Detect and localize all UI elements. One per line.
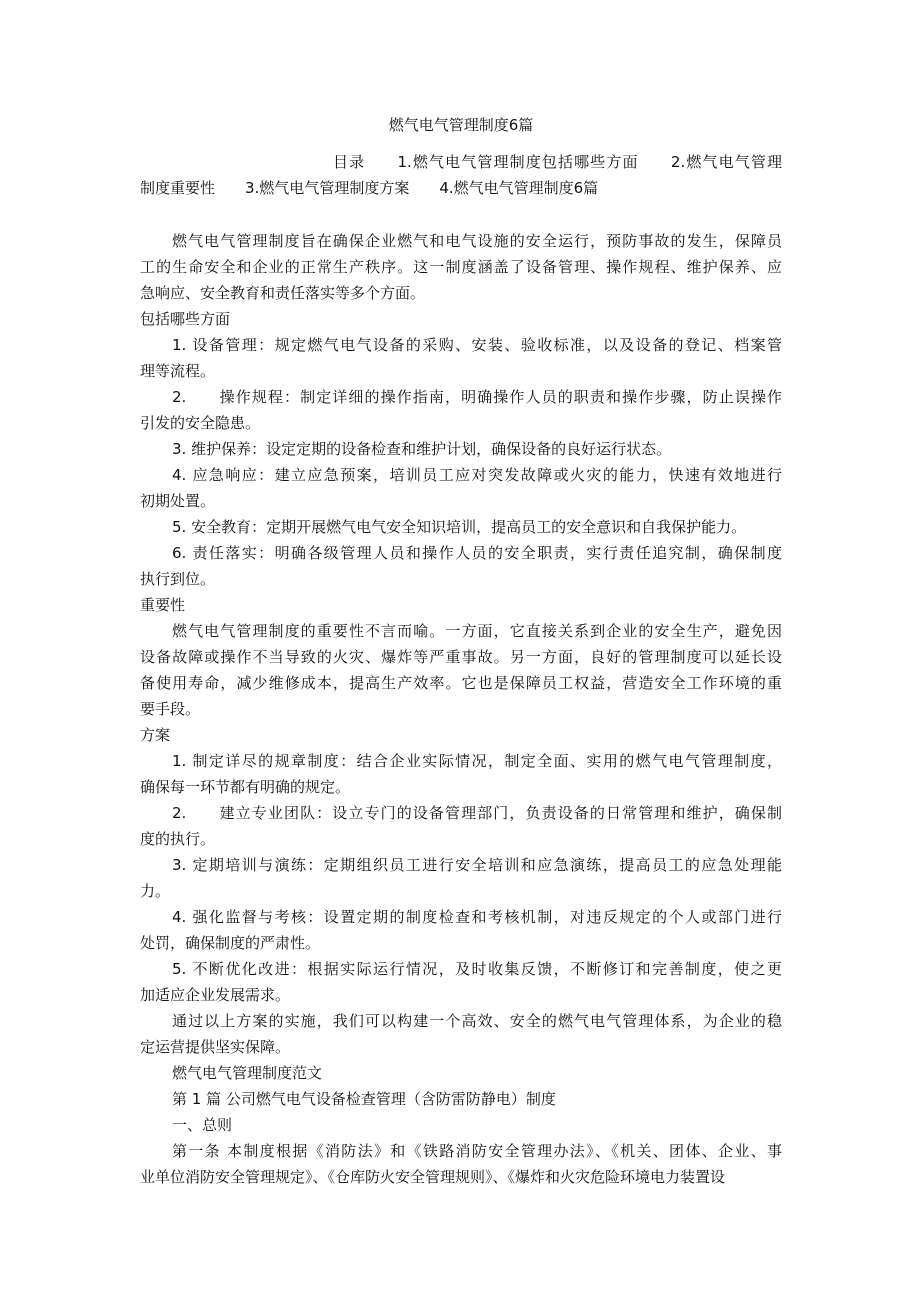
paragraph: [140, 618, 782, 722]
text-line: 理等流程。: [140, 362, 216, 380]
subheading: [140, 1060, 782, 1086]
text-line: 工的生命安全和企业的正常生产秩序。这一制度涵盖了设备管理、操作规程、维护保养、应: [140, 258, 782, 276]
text-line: 备使用寿命，减少维修成本，提高生产效率。它也是保障员工权益，营造安全工作环境的重: [140, 674, 782, 692]
text-line: 3. 定期培训与演练：定期组织员工进行安全培训和应急演练，提高员工的应急处理能: [172, 856, 782, 874]
text-line: 燃气电气管理制度范文: [172, 1064, 323, 1082]
document-page: [140, 112, 782, 1190]
list-item: [140, 514, 782, 540]
text-line: 设备故障或操作不当导致的火灾、爆炸等严重事故。另一方面，良好的管理制度可以延长设: [140, 648, 782, 666]
section-heading: [140, 306, 782, 332]
paragraph: [140, 228, 782, 306]
paragraph: [140, 1138, 782, 1190]
text-line: 加适应企业发展需求。: [140, 986, 291, 1004]
list-item: [140, 852, 782, 904]
text-line: 通过以上方案的实施，我们可以构建一个高效、安全的燃气电气管理体系，为企业的稳: [172, 1012, 782, 1030]
text-line: 重要性: [140, 596, 186, 614]
text-line: 6. 责任落实：明确各级管理人员和操作人员的安全职责，实行责任追究制，确保制度: [172, 544, 782, 562]
document-title: 燃气电气管理制度6篇: [388, 116, 534, 134]
text-line: 度的执行。: [140, 830, 216, 848]
text-line: 3. 维护保养：设定定期的设备检查和维护计划，确保设备的良好运行状态。: [172, 440, 672, 458]
text-line: 5. 安全教育：定期开展燃气电气安全知识培训，提高员工的安全意识和自我保护能力。: [172, 518, 747, 536]
section-heading: [140, 592, 782, 618]
text-line: 包括哪些方面: [140, 310, 231, 328]
text-line: 业单位消防安全管理规定》、《仓库防火安全管理规则》、《爆炸和火灾危险环境电力装置设: [140, 1168, 726, 1186]
text-line: 燃气电气管理制度旨在确保企业燃气和电气设施的安全运行，预防事故的发生，保障员: [172, 232, 782, 250]
list-item: [140, 540, 782, 592]
text-line: 1. 设备管理：规定燃气电气设备的采购、安装、验收标准，以及设备的登记、档案管: [172, 336, 782, 354]
list-item: [140, 800, 782, 852]
list-item: [140, 956, 782, 1008]
subheading: [140, 1112, 782, 1138]
table-of-contents: [140, 149, 782, 201]
list-item: [140, 436, 782, 462]
text-line: 确保每一环节都有明确的规定。: [140, 778, 351, 796]
text-line: 要手段。: [140, 700, 201, 718]
toc-line: 目录 1.燃气电气管理制度包括哪些方面 2.燃气电气管理: [333, 153, 782, 171]
text-line: 4. 应急响应：建立应急预案，培训员工应对突发故障或火灾的能力，快速有效地进行: [172, 466, 782, 484]
text-line: 处罚，确保制度的严肃性。: [140, 934, 321, 952]
text-line: 急响应、安全教育和责任落实等多个方面。: [140, 284, 426, 302]
text-line: 燃气电气管理制度的重要性不言而喻。一方面，它直接关系到企业的安全生产，避免因: [172, 622, 782, 640]
text-line: 执行到位。: [140, 570, 216, 588]
text-line: 第 1 篇 公司燃气电气设备检查管理（含防雷防静电）制度: [172, 1090, 556, 1108]
text-line: 定运营提供坚实保障。: [140, 1038, 291, 1056]
text-line: 1. 制定详尽的规章制度：结合企业实际情况，制定全面、实用的燃气电气管理制度，: [172, 752, 782, 770]
list-item: [140, 384, 782, 436]
subheading: [140, 1086, 782, 1112]
text-line: 力。: [140, 882, 171, 900]
paragraph: [140, 1008, 782, 1060]
section-heading: [140, 722, 782, 748]
text-line: 引发的安全隐患。: [140, 414, 261, 432]
text-line: 5. 不断优化改进：根据实际运行情况，及时收集反馈，不断修订和完善制度，使之更: [172, 960, 782, 978]
text-line: 初期处置。: [140, 492, 216, 510]
toc-line: 制度重要性 3.燃气电气管理制度方案 4.燃气电气管理制度6篇: [140, 179, 599, 197]
list-item: [140, 748, 782, 800]
text-line: 4. 强化监督与考核：设置定期的制度检查和考核机制，对违反规定的个人或部门进行: [172, 908, 782, 926]
text-line: 第一条 本制度根据《消防法》和《铁路消防安全管理办法》、《机关、团体、企业、事: [172, 1142, 782, 1160]
document-body: [140, 228, 782, 1190]
list-item: [140, 462, 782, 514]
list-item: [140, 904, 782, 956]
text-line: 2. 建立专业团队：设立专门的设备管理部门，负责设备的日常管理和维护，确保制: [172, 804, 782, 822]
text-line: 方案: [140, 726, 171, 744]
list-item: [140, 332, 782, 384]
text-line: 2. 操作规程：制定详细的操作指南，明确操作人员的职责和操作步骤，防止误操作: [172, 388, 782, 406]
text-line: 一、总则: [172, 1116, 233, 1134]
